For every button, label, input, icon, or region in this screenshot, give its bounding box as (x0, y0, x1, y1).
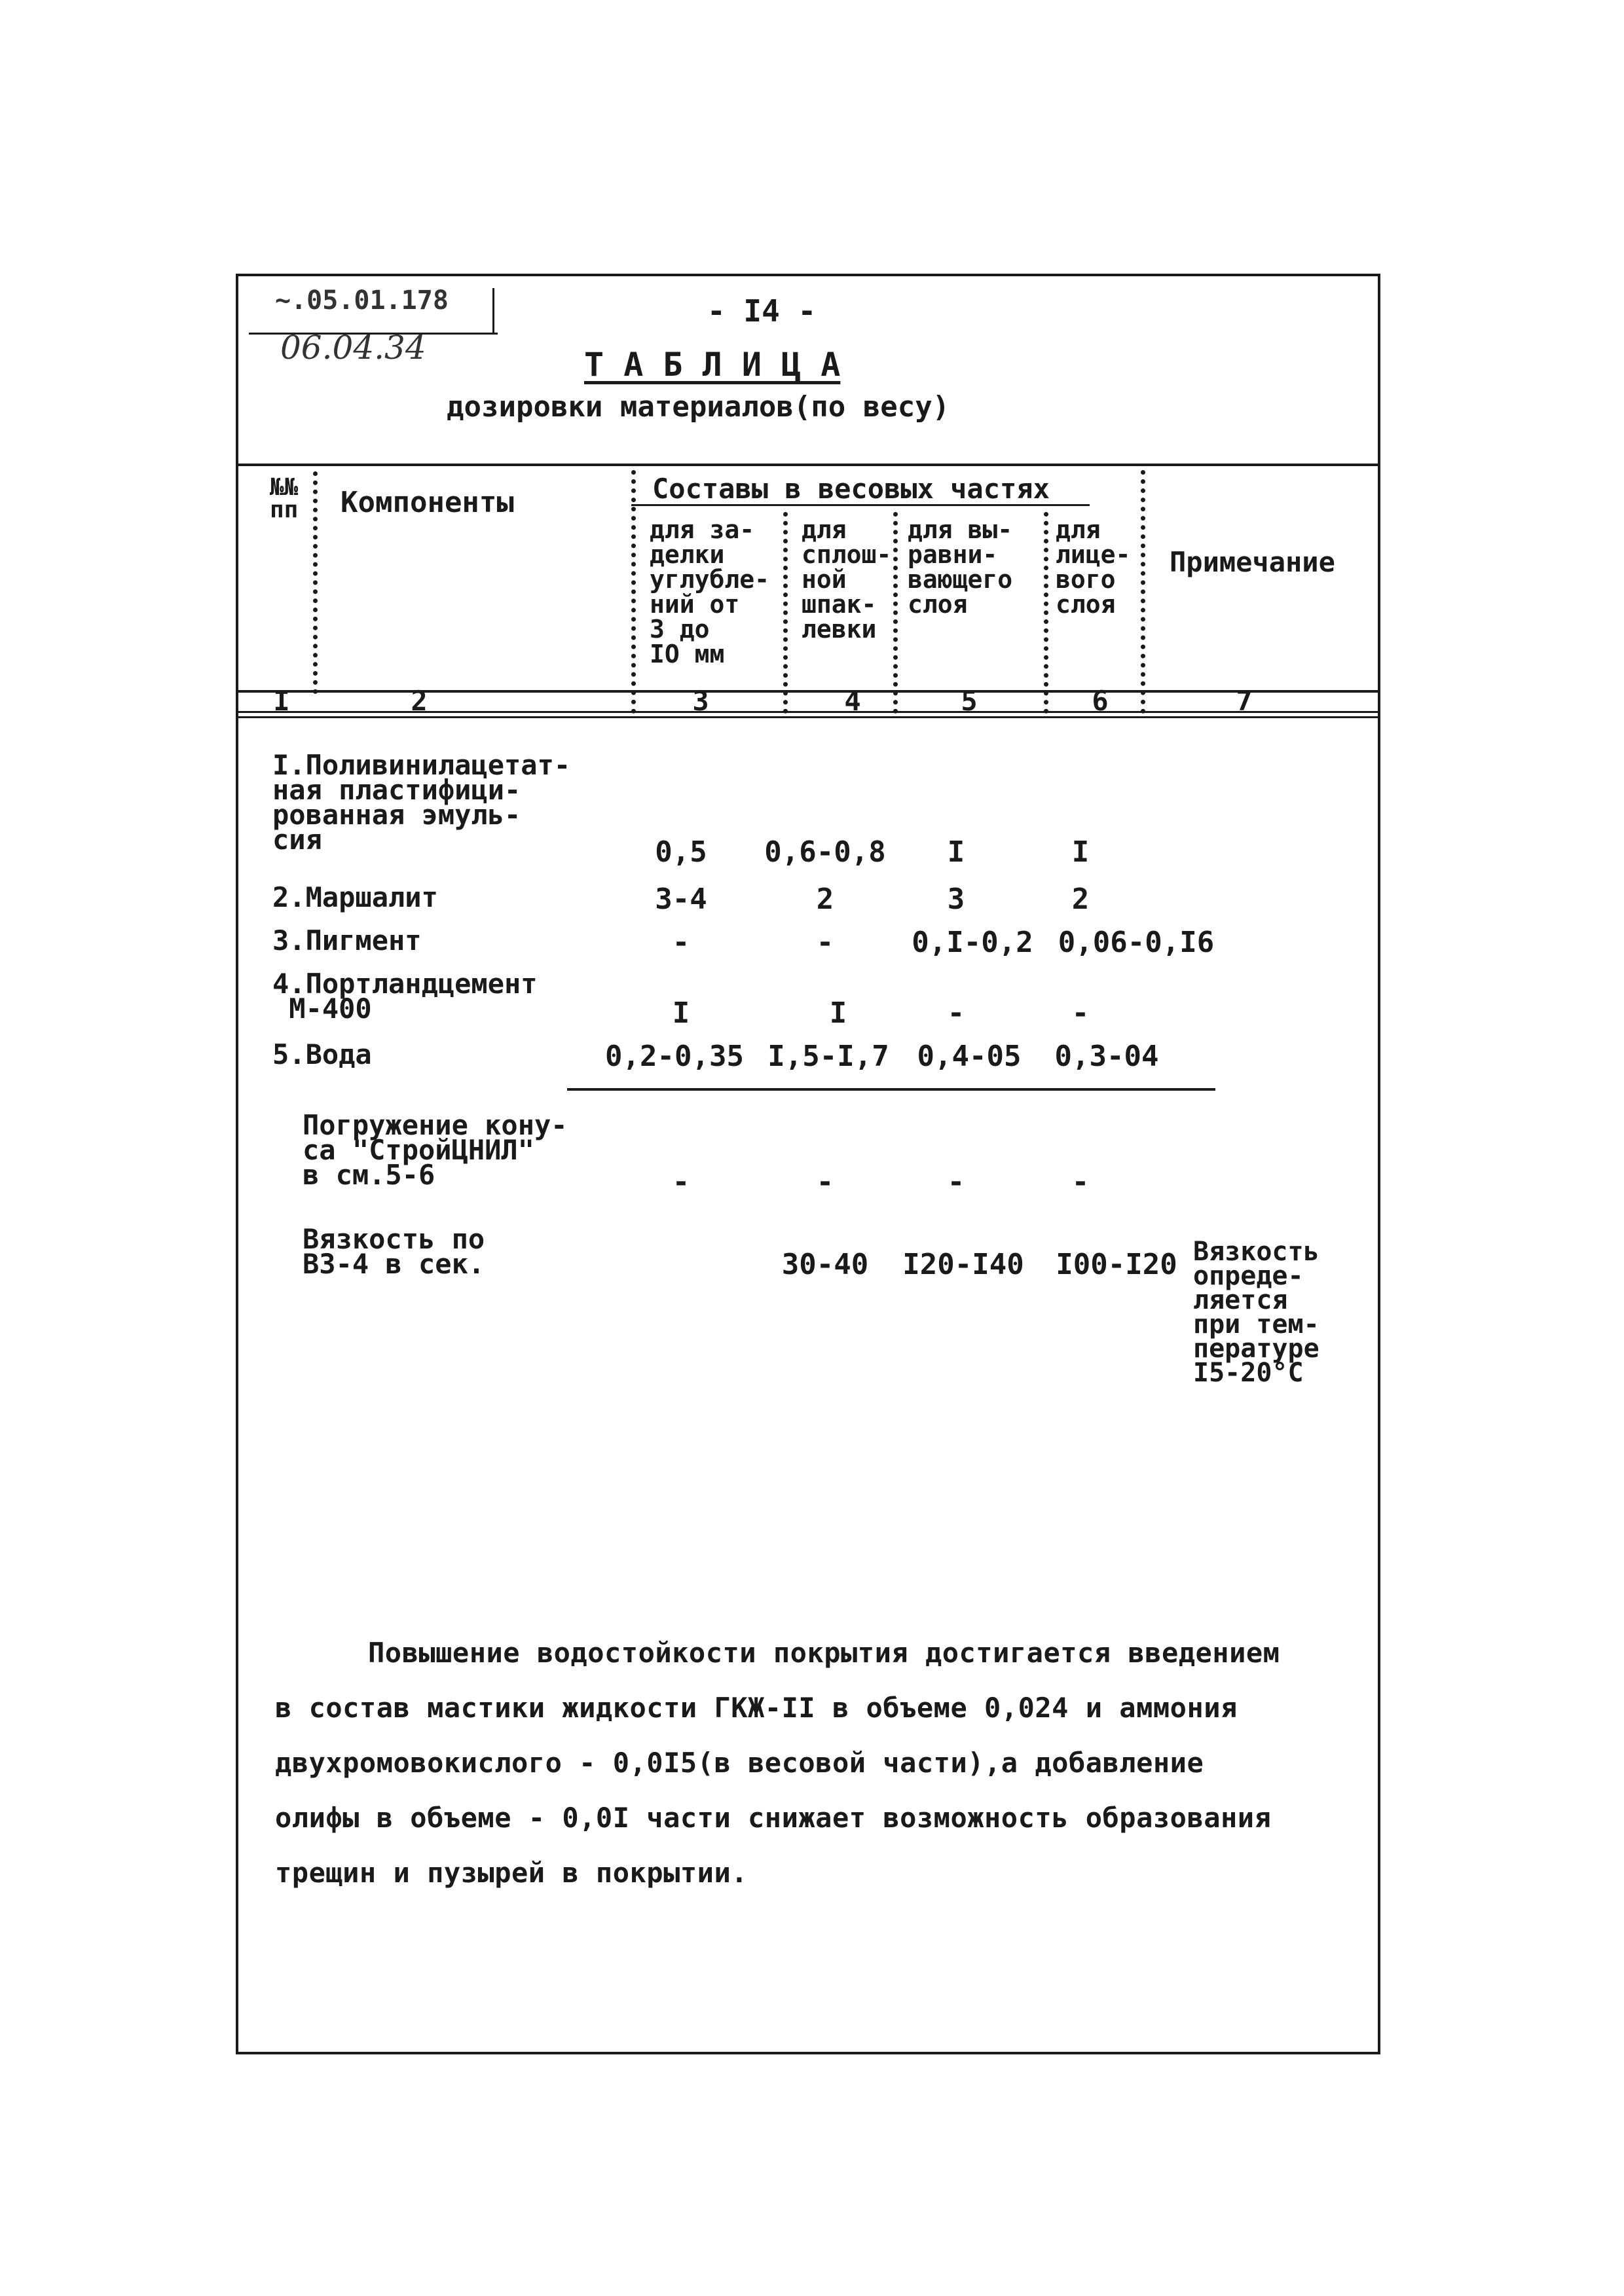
doc-code-stamp: ~.05.01.178 (275, 285, 449, 316)
row-value-col6: I (1071, 835, 1090, 869)
table-subtitle: дозировки материалов(по весу) (447, 390, 950, 424)
paragraph-line: Повышение водостойкости покрытия достигается введением (368, 1637, 1280, 1669)
stamp-right-edge (492, 288, 494, 334)
extra-row-note: Вязкость опреде- ляется при тем- пературе I5-20°С (1193, 1237, 1320, 1388)
col-separator-2 (631, 470, 636, 714)
col-number: 3 (692, 685, 709, 717)
frame-bottom-border (236, 2052, 1380, 2054)
col-separator-4 (893, 512, 898, 714)
row-value-col3: 3-4 (655, 883, 707, 916)
header-note: Примечание (1170, 546, 1335, 578)
col-number: I (273, 685, 290, 717)
col-number: 4 (844, 685, 861, 717)
row-label: 2.Маршалит (272, 881, 438, 913)
row-value-col4: 2 (816, 883, 834, 916)
row-value-col3: 0,5 (655, 835, 707, 869)
extra-row-value-col6: I00-I20 (1056, 1248, 1177, 1281)
row-value-col5: 3 (947, 883, 965, 916)
row-value-col6: 0,06-0,I6 (1058, 926, 1215, 959)
header-group-compositions: Составы в весовых частях (652, 473, 1050, 505)
extra-row-value-col4: - (816, 1165, 834, 1199)
frame-top-border (236, 274, 1380, 276)
col-separator-3 (783, 512, 788, 714)
paragraph-line: трещин и пузырей в покрытии. (275, 1857, 748, 1889)
header-components: Компоненты (341, 486, 514, 519)
extra-row-value-col5: I20-I40 (902, 1248, 1024, 1281)
row-value-col5: - (947, 996, 965, 1030)
row-value-col5: 0,I-0,2 (912, 926, 1033, 959)
col-number: 6 (1092, 685, 1109, 717)
row-label: 5.Вода (272, 1038, 372, 1070)
page-number: - I4 - (707, 293, 817, 329)
extra-row-label-viscosity: Вязкость по ВЗ-4 в сек. (303, 1223, 485, 1280)
col-number: 2 (411, 685, 428, 717)
frame-left-border (236, 274, 238, 2054)
col-separator-1 (313, 471, 318, 694)
col-number: 7 (1236, 685, 1253, 717)
paragraph-line: олифы в объеме - 0,0I части снижает возможность образования (275, 1802, 1272, 1834)
row-value-col4: I (829, 996, 847, 1030)
row-value-col3: - (672, 926, 690, 959)
row-value-col6: 0,3-04 (1054, 1040, 1159, 1073)
header-sub-solid-putty: для сплош- ной шпак- левки (802, 515, 892, 644)
row-value-col4: 0,6-0,8 (764, 835, 886, 869)
data-rows-bottom-rule (567, 1088, 1215, 1091)
row-value-col5: I (947, 835, 965, 869)
col-number: 5 (961, 685, 978, 717)
header-sub-leveling-layer: для вы- равни- вающего слоя (908, 515, 1013, 619)
row-value-col6: - (1071, 996, 1090, 1030)
extra-row-value-col3: - (672, 1165, 690, 1199)
row-value-col4: - (816, 926, 834, 959)
table-top-rule (238, 464, 1378, 466)
paragraph-line: в состав мастики жидкости ГКЖ-II в объеме 0,024 и аммония (275, 1692, 1238, 1724)
extra-row-value-col5: - (947, 1165, 965, 1199)
row-label: I.Поливинилацетат- ная пластифици- рованная эмуль- сия (272, 749, 571, 856)
row-value-col5: 0,4-05 (917, 1040, 1022, 1073)
header-num: №№ пп (270, 474, 299, 523)
col-separator-6 (1141, 470, 1145, 714)
row-label: 4.Портландцемент М-400 (272, 968, 538, 1025)
row-label: 3.Пигмент (272, 924, 422, 957)
extra-row-label-cone: Погружение кону- са "СтройЦНИЛ" в см.5-6 (303, 1109, 568, 1191)
header-sub-face-layer: для лице- вого слоя (1056, 515, 1131, 619)
row-value-col6: 2 (1071, 883, 1090, 916)
table-title: Т А Б Л И Ц А (584, 346, 841, 384)
row-value-col3: 0,2-0,35 (605, 1040, 744, 1073)
row-value-col3: I (672, 996, 690, 1030)
extra-row-value-col6: - (1071, 1165, 1090, 1199)
frame-right-border (1378, 274, 1380, 2054)
row-value-col4: I,5-I,7 (767, 1040, 889, 1073)
col-separator-5 (1044, 512, 1048, 714)
header-sub-deep-filling: для за- делки углубле- ний от 3 до IО мм (650, 515, 770, 668)
paragraph-line: двухромовокислого - 0,0I5(в весовой части),а добавление (275, 1747, 1204, 1779)
handwritten-date: 06.04.34 (280, 329, 426, 367)
extra-row-value-col4: 30-40 (781, 1248, 869, 1281)
